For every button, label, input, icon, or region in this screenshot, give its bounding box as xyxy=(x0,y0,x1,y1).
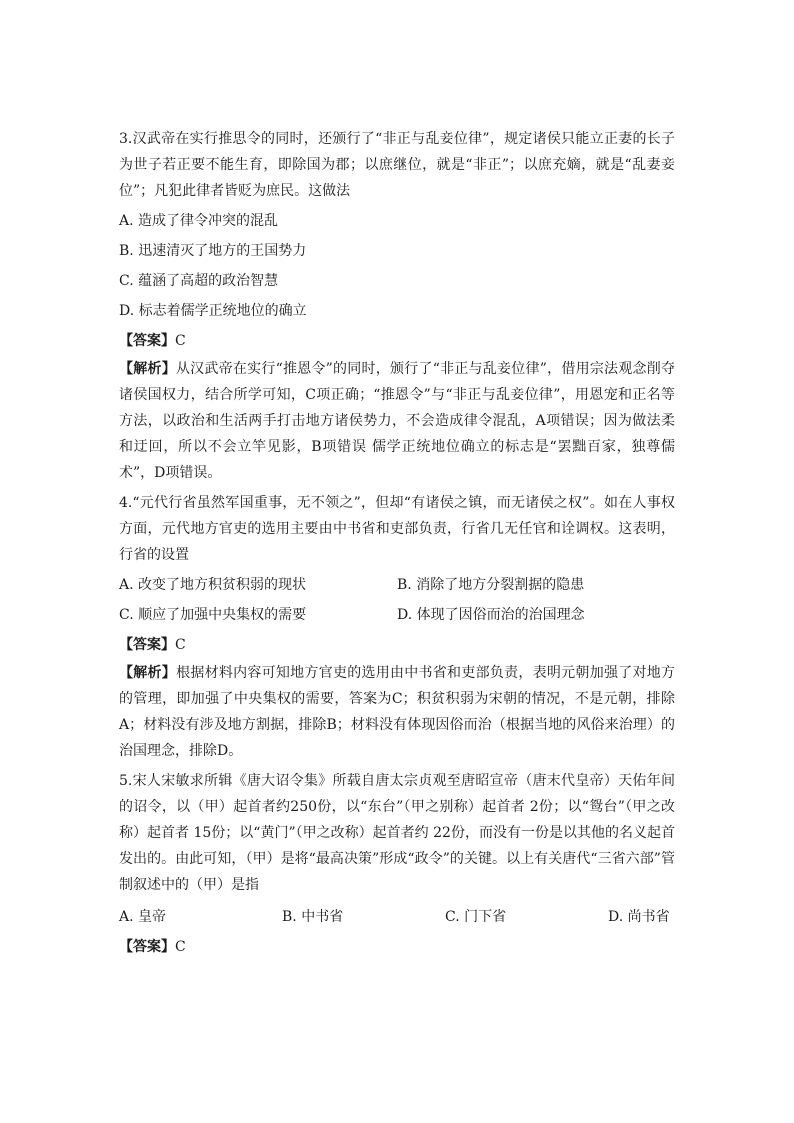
question-3-answer xyxy=(119,326,675,356)
question-3-stem: 3.汉武帝在实行推思令的同时，还颁行了“非正与乱妾位律”，规定诸侯只能立正妻的长子为世子若正要不能生育，即除国为郡；以庶继位，就是“非正”；以庶充嫡，就是“乱妻妾位”；凡犯此律者皆贬为庶民。这做法 xyxy=(119,131,675,199)
answer-value: C xyxy=(175,333,186,349)
answer-tag: 【答案】 xyxy=(119,939,175,955)
answer-value: C xyxy=(175,637,186,653)
question-4-stem: 4.“元代行省虽然军国重事，无不领之”，但却“有诸侯之镇，而无诸侯之权”。如在人事权方面，元代地方官吏的选用主要由中书省和吏部负责，行省几无任官和诠调权。这表明，行省的设置 xyxy=(119,495,675,563)
question-5 xyxy=(119,768,675,962)
question-4-option-d: D. 体现了因俗而治的治国理念 xyxy=(397,607,585,623)
question-5-answer xyxy=(119,932,675,962)
question-5-option-d: D. 尚书省 xyxy=(608,909,670,925)
answer-tag: 【答案】 xyxy=(119,333,175,349)
question-3-analysis xyxy=(119,356,675,486)
question-4-options-row-1 xyxy=(119,570,675,600)
question-3-option-b: B. 迅速清灭了地方的王国势力 xyxy=(119,243,307,259)
question-4-option-c: C. 顺应了加强中央集权的需要 xyxy=(119,607,307,623)
question-3-option-a: A. 造成了律令冲突的混乱 xyxy=(119,213,279,229)
analysis-text: 从汉武帝在实行“推恩令”的同时，颁行了“非正与乱妾位律”，借用宗法观念削夺诸侯国权力，结合所学可知，C项正确；“推恩令”与“非正与乱妾位律”，用恩宠和正名等方法，以政治和生活两手打击地方诸侯势力，不会造成律令混乱，A项错误；因为做法柔和迂回，所以不会立竿见影，B项错误 儒学正统地位确立的标志是“罢黜百家，独尊儒术”，D项错误。 xyxy=(119,361,675,481)
analysis-tag: 【解析】 xyxy=(119,361,176,377)
question-3 xyxy=(119,126,675,486)
question-5-option-c: C. 门下省 xyxy=(445,909,507,925)
question-3-option-d: D. 标志着儒学正统地位的确立 xyxy=(119,303,307,319)
analysis-text: 根据材料内容可知地方官吏的选用由中书省和吏部负责，表明元朝加强了对地方的管理，即加强了中央集权的需要，答案为C；积贫积弱为宋朝的情况，不是元朝，排除A；材料没有涉及地方割据，排除B；材料没有体现因俗而治（根据当地的风俗来治理）的治国理念，排除D。 xyxy=(119,665,676,759)
question-3-option-c: C. 蕴涵了高超的政治智慧 xyxy=(119,273,279,289)
answer-value: C xyxy=(175,939,186,955)
question-4-analysis xyxy=(119,660,675,764)
answer-tag: 【答案】 xyxy=(119,637,175,653)
question-5-options-row xyxy=(119,902,675,932)
question-4 xyxy=(119,490,675,764)
analysis-tag: 【解析】 xyxy=(119,665,177,681)
question-5-option-a: A. 皇帝 xyxy=(119,909,167,925)
question-4-option-a: A. 改变了地方积贫积弱的现状 xyxy=(119,577,307,593)
question-5-option-b: B. 中书省 xyxy=(282,909,344,925)
document-content xyxy=(119,126,675,962)
question-4-answer xyxy=(119,630,675,660)
question-5-stem: 5.宋人宋敏求所辑《唐大诏令集》所载自唐太宗贞观至唐昭宣帝（唐末代皇帝）天佑年间的诏令，以（甲）起首者约250份，以“东台”（甲之别称）起首者 2份；以“鸳台”（甲之改称）起首者 15份；以“黄门”（甲之改称）起首者约 22份，而没有一份是以其他的名义起首发出的。由此可知，（甲）是将“最高决策”形成“政令”的关键。以上有关唐代“三省六部”管制叙述中的（甲）是指 xyxy=(119,773,675,893)
question-4-options-row-2 xyxy=(119,600,675,630)
question-4-option-b: B. 消除了地方分裂割据的隐患 xyxy=(397,577,585,593)
